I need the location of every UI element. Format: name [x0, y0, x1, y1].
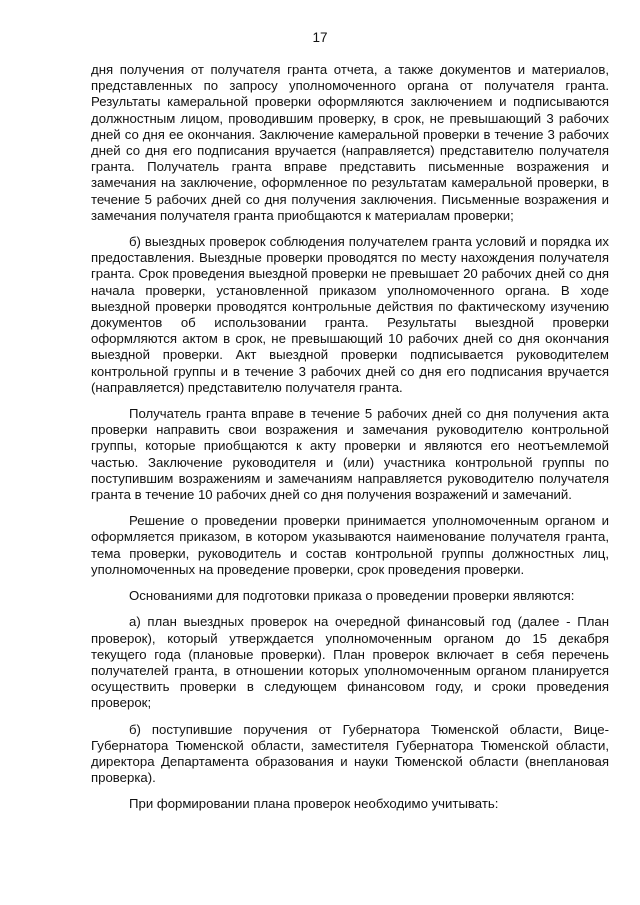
paragraph-inspection-decision: Решение о проведении проверки принимается уполномоченным органом и оформляется приказом, в котором указываются наименование получателя гранта, тема проверки, руководитель и состав контрольной группы должностных лиц, уполномоченных на проведение проверки, срок проведения проверки.	[91, 513, 609, 577]
paragraph-continuation: дня получения от получателя гранта отчета, а также документов и материалов, представленных по запросу уполномоченного органа от получателя гранта. Результаты камеральной проверки оформляются заключением и подписываются должностным лицом, проводившим проверку, в срок, не превышающий 3 рабочих дней со дня ее окончания. Заключение камеральной проверки в течение 3 рабочих дней со дня его подписания вручается (направляется) представителю получателя гранта. Получатель гранта вправе представить письменные возражения и замечания на заключение, оформленное по результатам камеральной проверки, в течение 5 рабочих дней со дня получения заключения. Письменные возражения и замечания получателя гранта приобщаются к материалам проверки;	[91, 62, 609, 223]
paragraph-grounds-intro: Основаниями для подготовки приказа о проведении проверки являются:	[129, 588, 575, 604]
page-number: 17	[312, 30, 328, 45]
paragraph-plan-formation: При формировании плана проверок необходимо учитывать:	[129, 796, 499, 812]
document-body	[91, 62, 609, 823]
paragraph-grounds-plan: а) план выездных проверок на очередной финансовый год (далее - План проверок), который утверждается уполномоченным органом до 15 декабря текущего года (плановые проверки). План проверок включает в себя перечень получателей гранта, в отношении которых уполномоченным органом планируется осуществить проверки в следующем финансовом году, и сроки проведения проверок;	[91, 614, 609, 711]
paragraph-objections: Получатель гранта вправе в течение 5 рабочих дней со дня получения акта проверки направить свои возражения и замечания руководителю контрольной группы, которые приобщаются к акту проверки и являются его неотъемлемой частью. Заключение руководителя и (или) участника контрольной группы по поступившим возражениям и замечаниям направляется руководителю получателя гранта в течение 10 рабочих дней со дня получения возражений и замечаний.	[91, 406, 609, 503]
paragraph-onsite-inspections: б) выездных проверок соблюдения получателем гранта условий и порядка их предоставления. Выездные проверки проводятся по месту нахождения получателя гранта. Срок проведения выездной проверки не превышает 20 рабочих дней со дня начала проверки, установленной приказом уполномоченного органа. В ходе выездной проверки проводятся контрольные действия по фактическому изучению документов об использовании гранта. Результаты выездной проверки оформляются актом в срок, не превышающий 10 рабочих дней со дня окончания выездной проверки. Акт выездной проверки подписывается руководителем контрольной группы и в течение 3 рабочих дней со дня его подписания вручается (направляется) представителю получателя гранта.	[91, 234, 609, 395]
paragraph-grounds-orders: б) поступившие поручения от Губернатора Тюменской области, Вице-Губернатора Тюменской области, заместителя Губернатора Тюменской области, директора Департамента образования и науки Тюменской области (внеплановая проверка).	[91, 721, 609, 786]
